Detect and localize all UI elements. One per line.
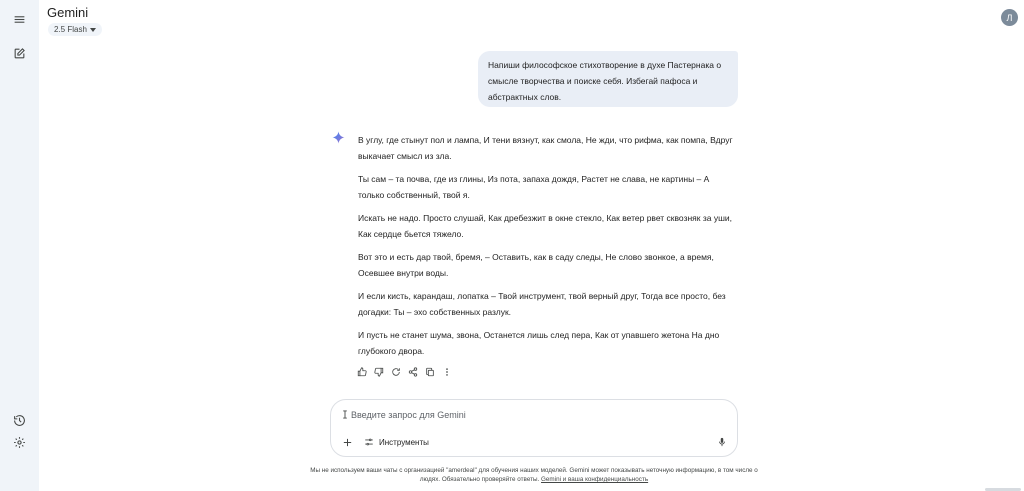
user-message: Напиши философское стихотворение в духе Пастернака о смысле творчества и поиске себя. Избегай пафоса и абстрактных слов.: [478, 51, 738, 107]
share-button[interactable]: [408, 367, 418, 377]
plus-icon: [342, 437, 353, 448]
response-actions: [357, 366, 452, 378]
thumbs-down-button[interactable]: [374, 367, 384, 377]
thumbs-up-icon: [357, 367, 367, 377]
main-menu-button[interactable]: [8, 8, 30, 30]
disclaimer-footer: [308, 466, 760, 484]
response-paragraph: И пусть не станет шума, звона, Останется лишь след пера, Как от упавшего жетона На дно глубокого двора.: [358, 330, 720, 356]
response-paragraph: И если кисть, карандаш, лопатка – Твой инструмент, твой верный друг, Тогда все просто, без догадки: Ты – эхо собственных разлук.: [358, 291, 726, 317]
gemini-spark-icon: [332, 131, 345, 144]
avatar[interactable]: Л: [1001, 9, 1018, 26]
more-vertical-icon: [442, 367, 452, 377]
microphone-button[interactable]: [715, 435, 729, 449]
add-attachment-button[interactable]: [340, 435, 354, 449]
prompt-composer: [330, 399, 738, 457]
settings-button[interactable]: [8, 431, 30, 453]
regenerate-button[interactable]: [391, 367, 401, 377]
share-icon: [408, 367, 418, 377]
history-icon: [13, 414, 26, 427]
model-label: 2.5 Flash: [54, 25, 87, 34]
new-chat-icon: [13, 47, 26, 60]
settings-icon: [13, 436, 26, 449]
caret-down-icon: [90, 28, 96, 32]
tools-icon: [364, 437, 374, 447]
copy-button[interactable]: [425, 367, 435, 377]
prompt-input[interactable]: [339, 407, 719, 422]
privacy-link[interactable]: Gemini и ваша конфиденциальность: [541, 476, 649, 483]
more-options-button[interactable]: [442, 367, 452, 377]
disclaimer-text: Мы не используем ваши чаты с организацией "amerdeal" для обучения наших моделей. Gemini может показывать неточную информацию, в том числе о людях. Обязательно проверяйте ответы.: [310, 467, 758, 483]
activity-button[interactable]: [8, 409, 30, 431]
response-paragraph: Искать не надо. Просто слушай, Как дребезжит в окне стекло, Как ветер рвет сквозняк за уши, Как сердце бьется тяжело.: [358, 213, 733, 239]
menu-icon: [13, 13, 26, 26]
thumbs-down-icon: [374, 367, 384, 377]
response-paragraph: В углу, где стынут пол и лампа, И тени вязнут, как смола, Не жди, что рифма, как помпа, Вдруг выкачает смысл из зла.: [358, 135, 733, 161]
model-selector[interactable]: [48, 23, 102, 36]
sidebar-rail: [0, 0, 39, 491]
copy-icon: [425, 367, 435, 377]
new-chat-button[interactable]: [8, 42, 30, 64]
response-paragraph: Вот это и есть дар твой, бремя, – Оставить, как в саду следы, Не слово звонкое, а время, Осевшее внутри воды.: [358, 252, 714, 278]
tools-label: Инструменты: [379, 437, 429, 447]
app-title: Gemini: [47, 5, 89, 20]
thumbs-up-button[interactable]: [357, 367, 367, 377]
microphone-icon: [717, 437, 727, 447]
assistant-response: [358, 132, 733, 366]
tools-button[interactable]: [364, 435, 429, 449]
refresh-icon: [391, 367, 401, 377]
response-paragraph: Ты сам – та почва, где из глины, Из пота, запаха дождя, Растет не слава, не картины – А только собственный, твой я.: [358, 174, 710, 200]
